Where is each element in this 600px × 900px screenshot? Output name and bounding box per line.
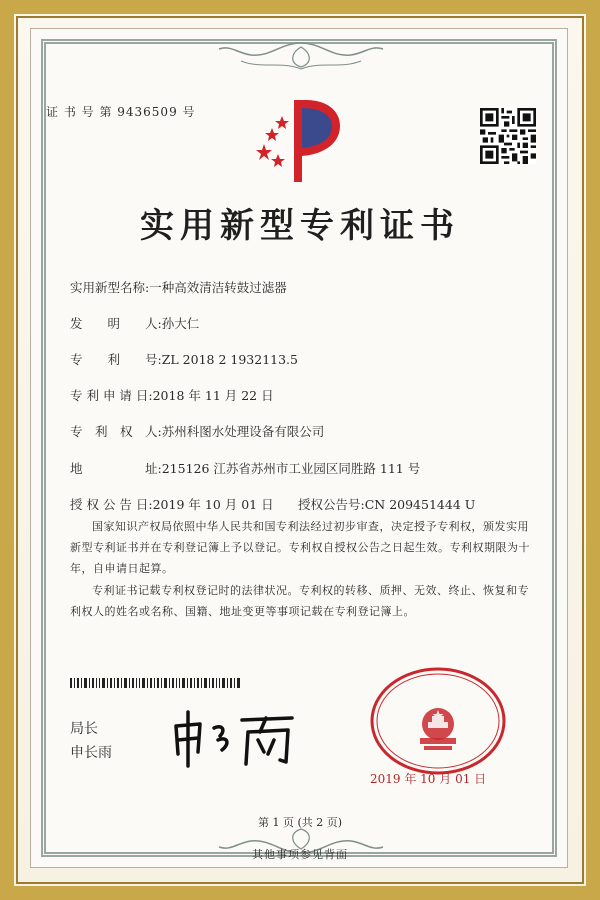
director-name: 申长雨 <box>70 745 112 761</box>
field-announcement-number <box>298 495 475 513</box>
field-inventor <box>70 314 199 332</box>
seal-date: 2019 年 10 月 01 日 <box>370 772 487 786</box>
barcode-icon <box>70 678 240 688</box>
field-address <box>70 459 420 477</box>
field-value: 苏州科图水处理设备有限公司 <box>161 424 325 439</box>
field-value: 孙大仁 <box>161 316 200 331</box>
field-application-date <box>70 386 274 404</box>
field-value: ZL 2018 2 1932113.5 <box>161 352 298 367</box>
field-label: 专 利 权 人: <box>70 424 162 439</box>
field-label: 专 利 申 请 日: <box>70 388 153 403</box>
field-value: 2018 年 11 月 22 日 <box>152 388 274 403</box>
footer-note: 其他事项参见背面 <box>252 848 348 861</box>
director-title: 局长 <box>70 721 98 737</box>
field-label: 地 址: <box>70 461 162 476</box>
certificate-title: 实用新型专利证书 <box>140 206 460 246</box>
cnipa-logo-icon <box>256 92 342 188</box>
ornament-top-icon <box>201 39 401 73</box>
field-value: 215126 江苏省苏州市工业园区同胜路 111 号 <box>161 461 421 476</box>
field-label: 专 利 号: <box>70 352 162 367</box>
field-patentee <box>70 422 324 440</box>
field-grant-date <box>70 495 274 513</box>
page-number: 第 1 页 (共 2 页) <box>257 816 343 829</box>
field-value: CN 209451444 U <box>364 497 476 512</box>
certificate-number: 证 书 号 第 9436509 号 <box>46 105 196 119</box>
field-label: 授权公告号: <box>298 497 365 512</box>
field-label: 发 明 人: <box>70 316 162 331</box>
field-value: 2019 年 10 月 01 日 <box>152 497 274 512</box>
paragraph-legal-status: 专利证书记载专利权登记时的法律状况。专利权的转移、质押、无效、终止、恢复和专利权人的姓名或名称、国籍、地址变更等事项记载在专利登记簿上。 <box>70 584 529 618</box>
field-patent-number <box>70 350 298 368</box>
field-label: 实用新型名称: <box>70 280 150 295</box>
qr-code-icon <box>480 108 536 164</box>
paragraph-grant-statement: 国家知识产权局依照中华人民共和国专利法经过初步审查，决定授予专利权，颁发实用新型专利证书并在专利登记簿上予以登记。专利权自授权公告之日起生效。专利权期限为十年，自申请日起算。 <box>70 520 530 575</box>
official-seal-icon <box>368 666 508 776</box>
field-utility-model-name <box>70 278 287 296</box>
field-label: 授 权 公 告 日: <box>70 497 153 512</box>
field-value: 一种高效清洁转鼓过滤器 <box>149 280 287 295</box>
signature-icon <box>170 706 300 772</box>
